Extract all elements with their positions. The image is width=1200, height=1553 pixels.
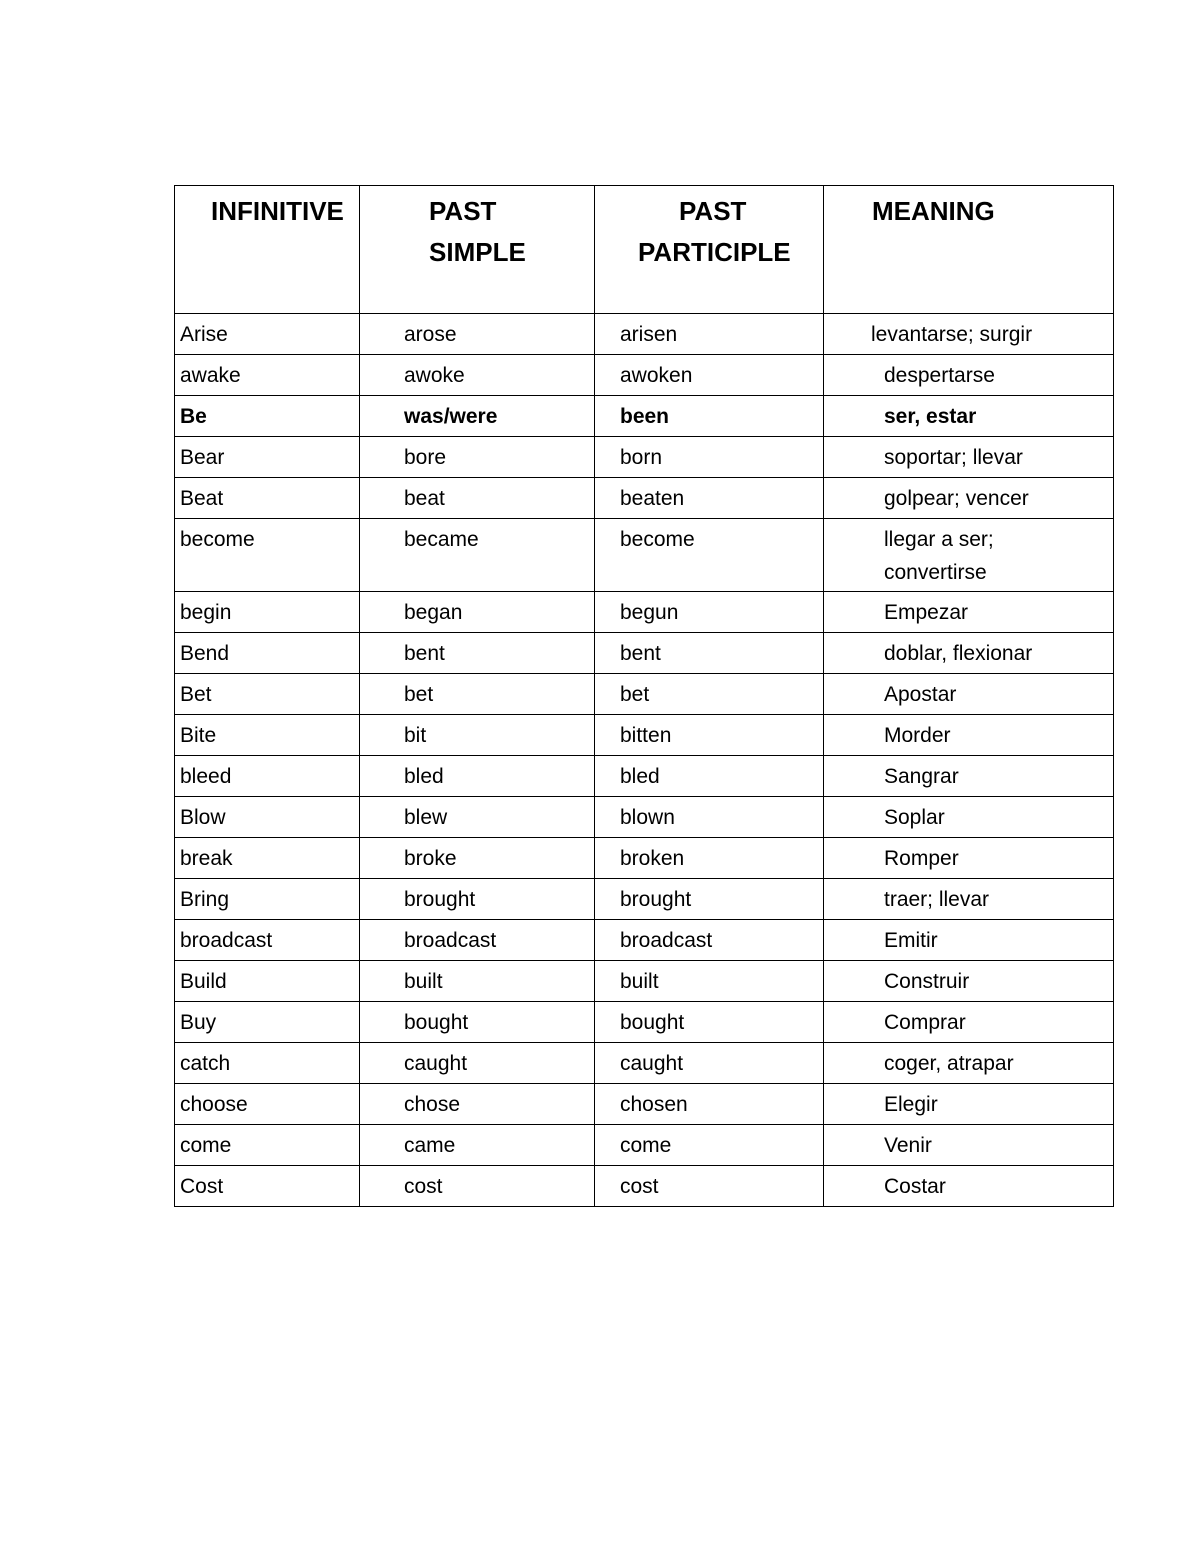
cell-infinitive: catch [175, 1043, 360, 1084]
table-row [175, 1043, 1114, 1084]
irregular-verbs-table [174, 185, 1114, 1207]
cell-meaning: Elegir [824, 1084, 1114, 1125]
cell-infinitive: Bear [175, 437, 360, 478]
cell-infinitive: break [175, 838, 360, 879]
cell-meaning: Apostar [824, 674, 1114, 715]
header-past-simple-line2: SIMPLE [429, 237, 526, 267]
cell-meaning: doblar, flexionar [824, 633, 1114, 674]
cell-past-participle: arisen [595, 314, 824, 355]
cell-meaning: Morder [824, 715, 1114, 756]
table-row [175, 756, 1114, 797]
cell-past-participle: bent [595, 633, 824, 674]
cell-meaning: Romper [824, 838, 1114, 879]
cell-past-participle: bought [595, 1002, 824, 1043]
cell-past-simple: bent [360, 633, 595, 674]
cell-past-participle: cost [595, 1166, 824, 1207]
cell-past-participle: been [595, 396, 824, 437]
cell-meaning: traer; llevar [824, 879, 1114, 920]
cell-infinitive: come [175, 1125, 360, 1166]
cell-past-participle: broken [595, 838, 824, 879]
cell-meaning: coger, atrapar [824, 1043, 1114, 1084]
cell-meaning: golpear; vencer [824, 478, 1114, 519]
cell-past-simple: came [360, 1125, 595, 1166]
cell-past-participle: broadcast [595, 920, 824, 961]
table-row [175, 920, 1114, 961]
table-row [175, 1084, 1114, 1125]
cell-past-simple: brought [360, 879, 595, 920]
header-past-simple-line1: PAST [429, 196, 497, 226]
cell-past-simple: chose [360, 1084, 595, 1125]
cell-meaning: ser, estar [824, 396, 1114, 437]
cell-meaning: Empezar [824, 592, 1114, 633]
cell-meaning: Soplar [824, 797, 1114, 838]
table-row [175, 592, 1114, 633]
cell-past-participle: become [595, 519, 824, 592]
cell-past-participle: awoken [595, 355, 824, 396]
cell-past-simple: cost [360, 1166, 595, 1207]
cell-past-simple: built [360, 961, 595, 1002]
cell-infinitive: Blow [175, 797, 360, 838]
cell-past-participle: begun [595, 592, 824, 633]
cell-past-simple: beat [360, 478, 595, 519]
cell-past-simple: arose [360, 314, 595, 355]
cell-past-participle: born [595, 437, 824, 478]
cell-past-simple: caught [360, 1043, 595, 1084]
cell-meaning: Costar [824, 1166, 1114, 1207]
header-meaning-label: MEANING [872, 196, 995, 226]
header-meaning [824, 186, 1114, 314]
table-header-row [175, 186, 1114, 314]
table-row [175, 478, 1114, 519]
cell-past-participle: chosen [595, 1084, 824, 1125]
cell-infinitive: choose [175, 1084, 360, 1125]
cell-past-simple: became [360, 519, 595, 592]
header-past-participle-line2: PARTICIPLE [638, 237, 791, 267]
table-row [175, 674, 1114, 715]
cell-past-participle: come [595, 1125, 824, 1166]
table-row [175, 1002, 1114, 1043]
cell-past-participle: bitten [595, 715, 824, 756]
cell-past-simple: began [360, 592, 595, 633]
cell-meaning: Construir [824, 961, 1114, 1002]
cell-infinitive: begin [175, 592, 360, 633]
cell-past-simple: blew [360, 797, 595, 838]
cell-infinitive: Arise [175, 314, 360, 355]
table-row [175, 396, 1114, 437]
cell-infinitive: Bite [175, 715, 360, 756]
cell-infinitive: Bend [175, 633, 360, 674]
cell-infinitive: broadcast [175, 920, 360, 961]
table-row [175, 633, 1114, 674]
table-row [175, 437, 1114, 478]
cell-infinitive: Beat [175, 478, 360, 519]
cell-past-participle: blown [595, 797, 824, 838]
cell-meaning [824, 519, 1114, 592]
cell-meaning: Emitir [824, 920, 1114, 961]
cell-infinitive: Buy [175, 1002, 360, 1043]
header-infinitive [175, 186, 360, 314]
cell-meaning: Comprar [824, 1002, 1114, 1043]
header-past-participle-line1: PAST [679, 196, 747, 226]
table-row [175, 1125, 1114, 1166]
cell-infinitive: Cost [175, 1166, 360, 1207]
table-row [175, 519, 1114, 592]
cell-past-simple: bet [360, 674, 595, 715]
cell-meaning-line2: convertirse [884, 561, 987, 584]
cell-meaning: levantarse; surgir [824, 314, 1114, 355]
cell-infinitive: Bet [175, 674, 360, 715]
cell-meaning: Venir [824, 1125, 1114, 1166]
cell-meaning: soportar; llevar [824, 437, 1114, 478]
cell-past-participle: built [595, 961, 824, 1002]
cell-meaning: despertarse [824, 355, 1114, 396]
cell-infinitive: Be [175, 396, 360, 437]
header-past-participle [595, 186, 824, 314]
cell-past-participle: caught [595, 1043, 824, 1084]
cell-past-simple: bought [360, 1002, 595, 1043]
cell-infinitive: Build [175, 961, 360, 1002]
cell-past-simple: bit [360, 715, 595, 756]
table-row [175, 961, 1114, 1002]
cell-meaning-line1: llegar a ser; [884, 528, 994, 551]
cell-past-participle: brought [595, 879, 824, 920]
cell-past-participle: bled [595, 756, 824, 797]
table-row [175, 355, 1114, 396]
cell-past-simple: broke [360, 838, 595, 879]
cell-past-simple: awoke [360, 355, 595, 396]
cell-past-simple: bore [360, 437, 595, 478]
cell-past-participle: bet [595, 674, 824, 715]
cell-infinitive: Bring [175, 879, 360, 920]
table-row [175, 838, 1114, 879]
table-row [175, 1166, 1114, 1207]
cell-infinitive: bleed [175, 756, 360, 797]
cell-past-simple: broadcast [360, 920, 595, 961]
header-infinitive-label: INFINITIVE [211, 196, 344, 226]
cell-past-simple: was/were [360, 396, 595, 437]
cell-meaning: Sangrar [824, 756, 1114, 797]
cell-past-simple: bled [360, 756, 595, 797]
cell-infinitive: awake [175, 355, 360, 396]
table-row [175, 797, 1114, 838]
table-row [175, 715, 1114, 756]
cell-past-participle: beaten [595, 478, 824, 519]
header-past-simple [360, 186, 595, 314]
table-row [175, 314, 1114, 355]
cell-infinitive: become [175, 519, 360, 592]
table-row [175, 879, 1114, 920]
